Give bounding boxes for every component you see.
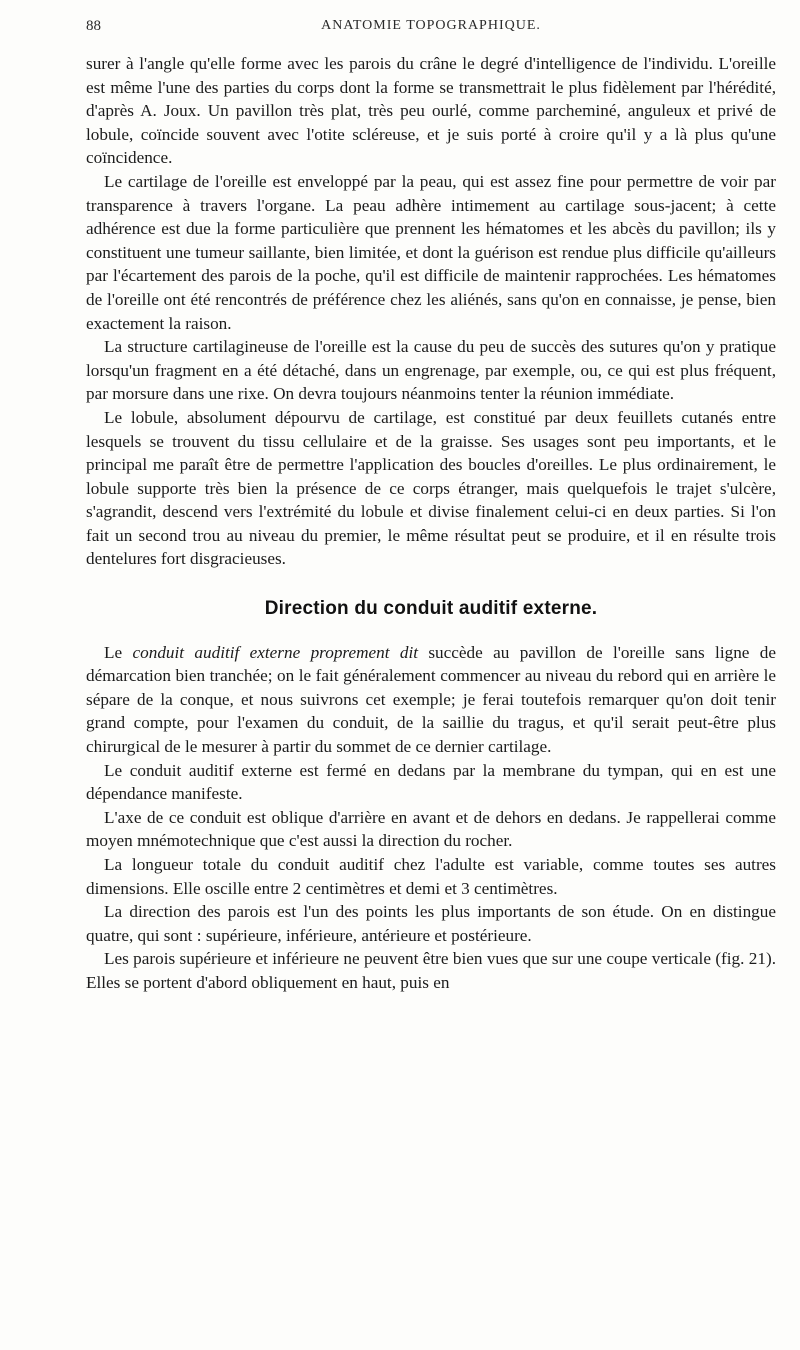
paragraph: Les parois supérieure et inférieure ne peuvent être bien vues que sur une coupe verticale (fig. 21). Elles se portent d'abord obliquement en haut, puis en <box>86 949 776 992</box>
paragraph-rest: succède au pavillon de l'oreille sans ligne de démarcation bien tranchée; on le fait généralement commencer au niveau du rebord qui en arrière le sépare de la conque, et nous suivrons cet exemple; je ferai toutefois remarquer qu'on doit tenir grand compte, pour l'examen du conduit, de la saillie du tragus, et qu'il serait peut-être plus chirurgical de le mesurer à partir du sommet de ce dernier cartilage. <box>86 642 776 757</box>
paragraph: Le cartilage de l'oreille est enveloppé par la peau, qui est assez fine pour permettre de voir par transparence à travers l'organe. La peau adhère intimement au cartilage sous-jacent; à cette adhérence est due la forme particulière que prennent les hématomes et les abcès du pavillon; ils y constituent une tumeur saillante, bien limitée, et dont la guérison est rendue plus difficile qu'ailleurs par l'écartement des parois de la poche, qu'il est difficile de maintenir rapprochées. Les hématomes de l'oreille ont été rencontrés de préférence chez les aliénés, sans qu'on en connaisse, je pense, bien exactement la raison. <box>86 171 776 333</box>
paragraph: L'axe de ce conduit est oblique d'arrière en avant et de dehors en dedans. Je rappellerai comme moyen mnémotechnique que c'est aussi la direction du rocher. <box>86 807 776 851</box>
page-number: 88 <box>86 18 101 34</box>
page-header <box>86 18 776 40</box>
paragraph <box>86 641 776 759</box>
paragraph: Le lobule, absolument dépourvu de cartilage, est constitué par deux feuillets cutanés entre lesquels se trouvent du tissu cellulaire et de la graisse. Ses usages sont peu importants, et le principal me paraît être de permettre l'application des boucles d'oreilles. Le plus ordinairement, le lobule supporte très bien la présence de ce corps étranger, mais quelquefois le trajet s'ulcère, s'agrandit, descend vers l'extrémité du lobule et divise finalement celui-ci en deux parties. Si l'on fait un second trou au niveau du premier, le même résultat peut se produire, et il en résulte trois dentelures fort disgracieuses. <box>86 407 776 569</box>
paragraph: La longueur totale du conduit auditif chez l'adulte est variable, comme toutes ses autres dimensions. Elle oscille entre 2 centimètres et demi et 3 centimètres. <box>86 855 776 898</box>
running-title: ANATOMIE TOPOGRAPHIQUE. <box>321 18 541 33</box>
section-heading: Direction du conduit auditif externe. <box>264 598 598 620</box>
paragraph-continued: surer à l'angle qu'elle forme avec les parois du crâne le degré d'intelligence de l'individu. L'oreille est même l'une des parties du corps dont la forme se transmettrait le plus fidèlement par l'hérédité, d'après A. Joux. Un pavillon très plat, très peu ourlé, comme parcheminé, anguleux et privé de lobule, coïncide souvent avec l'otite scléreuse, et je suis porté à croire qu'il y a là plus qu'une coïncidence. <box>86 54 776 168</box>
paragraph: La structure cartilagineuse de l'oreille est la cause du peu de succès des sutures qu'on y pratique lorsqu'un fragment en a été détaché, dans un engrenage, par exemple, ou, ce qui est plus fréquent, par morsure dans une rixe. On devra toujours néanmoins tenter la réunion immédiate. <box>86 337 776 404</box>
paragraph: Le conduit auditif externe est fermé en dedans par la membrane du tympan, qui en est une dépendance manifeste. <box>86 760 776 804</box>
body-text <box>86 52 776 995</box>
italic-term: conduit auditif externe proprement dit <box>132 642 419 662</box>
paragraph-lead: Le <box>104 642 133 662</box>
paragraph: La direction des parois est l'un des points les plus importants de son étude. On en distingue quatre, qui sont : supérieure, inférieure, antérieure et postérieure. <box>86 902 776 945</box>
